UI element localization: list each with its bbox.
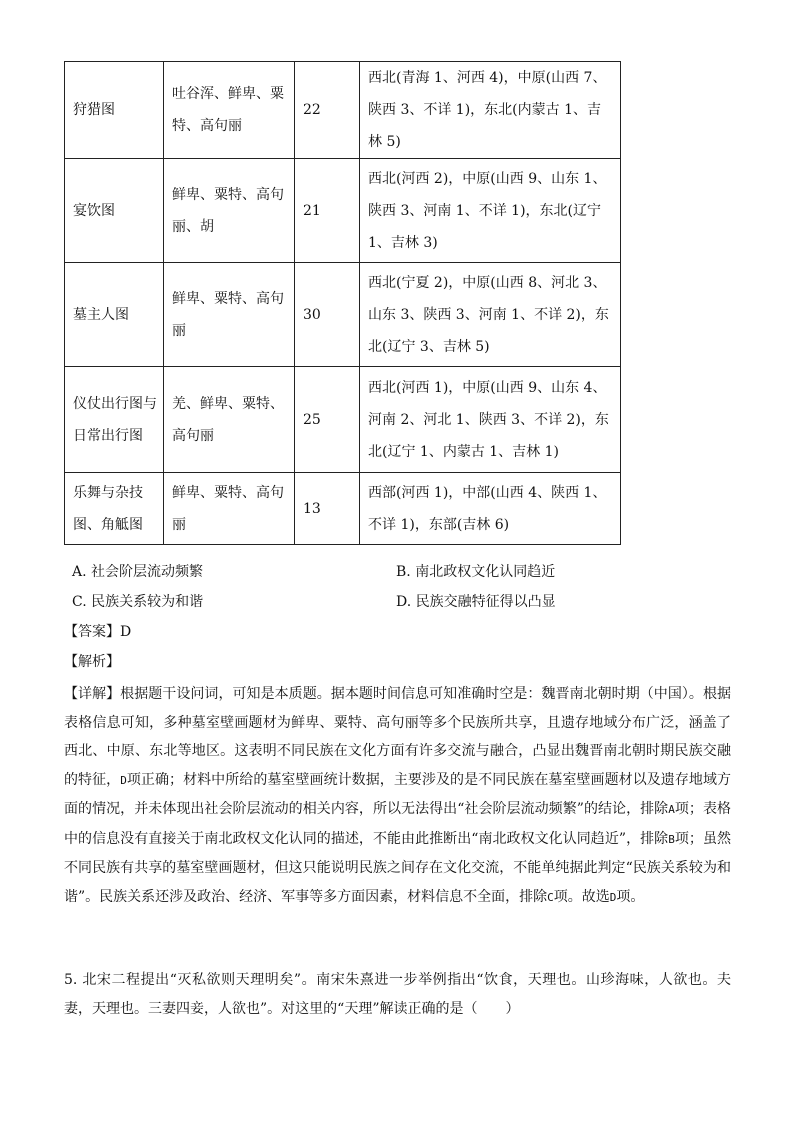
count-cell: 21 bbox=[295, 159, 360, 263]
count-cell: 30 bbox=[295, 263, 360, 367]
count-cell: 22 bbox=[295, 62, 360, 159]
letter-a: A bbox=[668, 803, 675, 816]
subject-cell: 墓主人图 bbox=[65, 263, 164, 367]
ethnic-cell: 羌、鲜卑、粟特、高句丽 bbox=[164, 367, 295, 473]
table-row bbox=[65, 473, 621, 545]
table-row bbox=[65, 159, 621, 263]
distribution-cell: 西北(河西 2)，中原(山西 9、山东 1、陕西 3、河南 1、不详 1)，东北(辽宁 1、吉林 3) bbox=[360, 159, 621, 263]
option-a: A. 社会阶层流动频繁 bbox=[72, 564, 204, 580]
mural-statistics-table bbox=[64, 61, 621, 545]
count-cell: 25 bbox=[295, 367, 360, 473]
question-5-text: 5. 北宋二程提出“灭私欲则天理明矣”。南宋朱熹进一步举例指出“饮食，天理也。山珍海味，人欲也。夫妻，天理也。三妻四妾，人欲也”。对这里的“天理”解读正确的是（ ） bbox=[64, 972, 731, 1017]
distribution-cell: 西北(青海 1、河西 4)，中原(山西 7、陕西 3、不详 1)，东北(内蒙古 1、吉林 5) bbox=[360, 62, 621, 159]
subject-cell: 狩猎图 bbox=[65, 62, 164, 159]
letter-d: D bbox=[609, 890, 617, 904]
subject-cell: 乐舞与杂技图、角觝图 bbox=[65, 473, 164, 545]
distribution-cell: 西北(河西 1)，中原(山西 9、山东 4、河南 2、河北 1、陕西 3、不详 2)，东北(辽宁 1、内蒙古 1、吉林 1) bbox=[360, 367, 621, 473]
detail-text: 项。 bbox=[616, 888, 645, 905]
ethnic-cell: 鲜卑、粟特、高句丽 bbox=[164, 473, 295, 545]
detail-text: 项正确；材料中所给的墓室壁画统计数据，主要涉及的是不同民族在墓室壁画题材以及遗存地域方面的情况，并未体现出社会阶层流动的相关内容，所以无法得出“社会阶层流动频繁”的结论，排除 bbox=[64, 771, 731, 817]
distribution-cell: 西北(宁夏 2)，中原(山西 8、河北 3、山东 3、陕西 3、河南 1、不详 2)，东北(辽宁 3、吉林 5) bbox=[360, 263, 621, 367]
count-cell: 13 bbox=[295, 473, 360, 545]
ethnic-cell: 吐谷浑、鲜卑、粟特、高句丽 bbox=[164, 62, 295, 159]
letter-d: D bbox=[120, 773, 127, 787]
detail-text: 项；表格中的信息没有直接关于南北政权文化认同的描述，不能由此推断出“南北政权文化认同趋近”，排除 bbox=[64, 801, 731, 847]
table-row bbox=[65, 62, 621, 159]
option-c: C. 民族关系较为和谐 bbox=[72, 594, 204, 610]
subject-cell: 宴饮图 bbox=[65, 159, 164, 263]
option-b: B. 南北政权文化认同趋近 bbox=[396, 564, 556, 580]
detail-text: 项。故选 bbox=[553, 888, 610, 905]
answer-label: 【答案】D bbox=[64, 624, 132, 640]
ethnic-cell: 鲜卑、粟特、高句丽 bbox=[164, 263, 295, 367]
letter-b: B bbox=[668, 832, 675, 846]
letter-c: C bbox=[547, 890, 554, 904]
table-row bbox=[65, 367, 621, 473]
table-row bbox=[65, 263, 621, 367]
option-d: D. 民族交融特征得以凸显 bbox=[396, 594, 556, 610]
question-5 bbox=[64, 966, 731, 1023]
subject-cell: 仪仗出行图与日常出行图 bbox=[65, 367, 164, 473]
detail-explanation bbox=[64, 680, 731, 912]
analysis-label: 【解析】 bbox=[64, 654, 120, 670]
distribution-cell: 西部(河西 1)，中部(山西 4、陕西 1、不详 1)，东部(吉林 6) bbox=[360, 473, 621, 545]
detail-text: 【详解】根据题干设问词，可知是本质题。据本题时间信息可知准确时空是：魏晋南北朝时期（中国）。根据表格信息可知，多种墓室壁画题材为鲜卑、粟特、高句丽等多个民族所共享，且遗存地域分布广泛，涵盖了西北、中原、东北等地区。这表明不同民族在文化方面有许多交流与融合，凸显出魏晋南北朝时期民族交融的特征， bbox=[64, 686, 731, 788]
answer-options bbox=[72, 558, 732, 618]
ethnic-cell: 鲜卑、粟特、高句丽、胡 bbox=[164, 159, 295, 263]
detail-text: 项；虽然不同民族有共享的墓室壁画题材，但这只能说明民族之间存在文化交流，不能单纯据此判定“民族关系较为和谐”。民族关系还涉及政治、经济、军事等多方面因素，材料信息不全面，排除 bbox=[64, 830, 731, 905]
